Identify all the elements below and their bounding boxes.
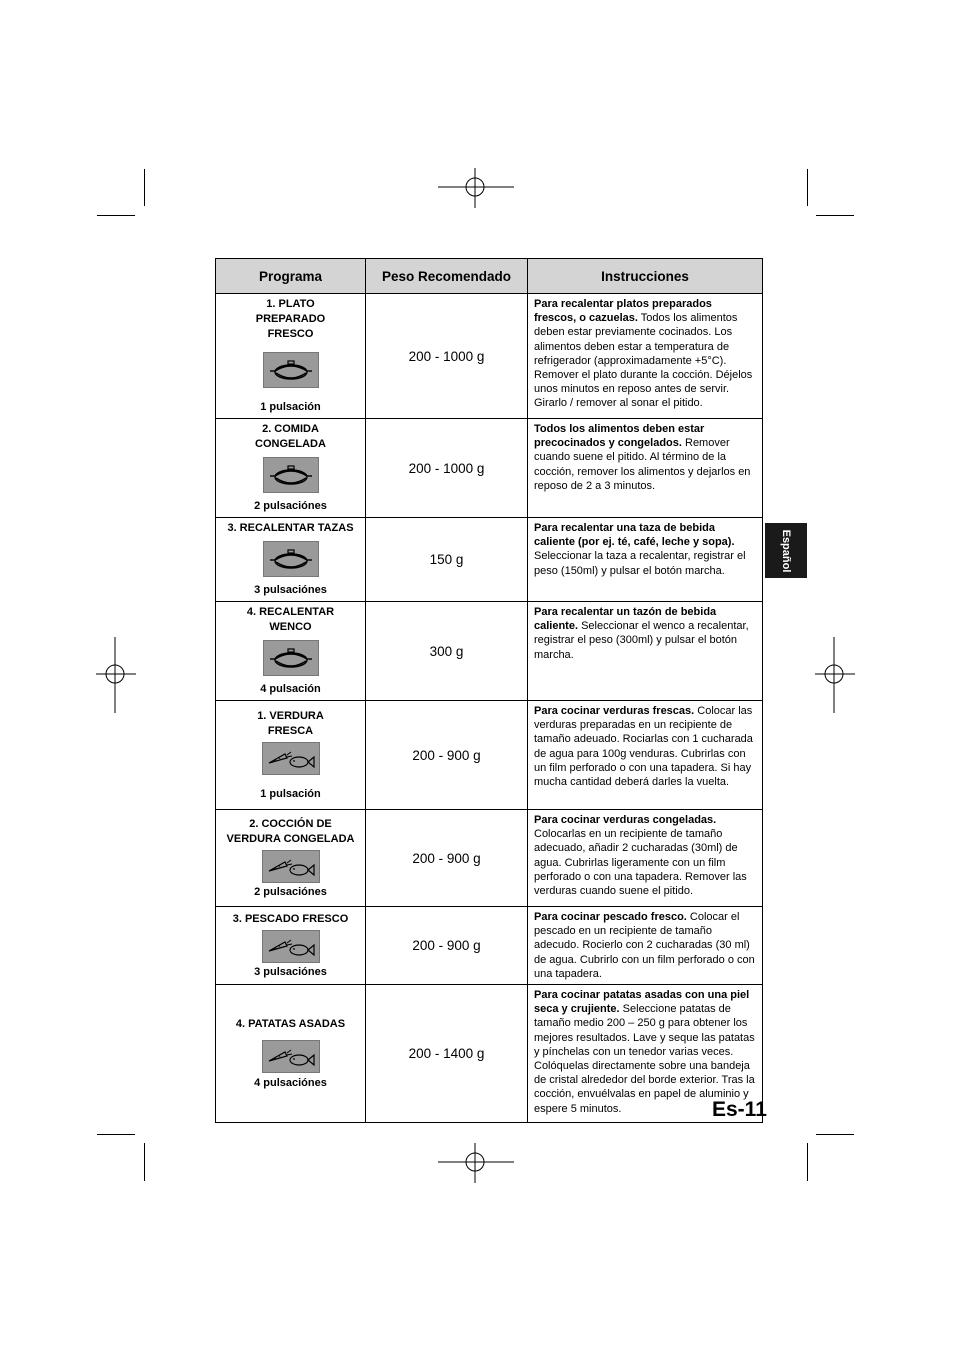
program-cell — [216, 810, 366, 907]
instruction-cell — [528, 907, 763, 985]
instruction-lead: Para recalentar un tazón de bebida caliente. — [534, 606, 717, 633]
casserole-icon — [263, 457, 319, 493]
program-cell — [216, 602, 366, 701]
casserole-icon — [263, 640, 319, 676]
instruction-text: Seleccione patatas de tamaño medio 200 – 250 g para obtener los mejores resultados. Lave y seque las patatas y pínchelas con un tenedor varias veces. Colóquelas directamente sobre una bandeja de cristal alrededor del borde exterior. Tras la cocción, envuélvalas en papel de aluminio y espere 5 minutos. — [534, 1003, 755, 1115]
weight-cell: 150 g — [366, 518, 528, 602]
vegetable-fish-icon — [262, 1040, 320, 1073]
crop-mark — [807, 169, 808, 206]
program-cell — [216, 294, 366, 419]
instruction-lead: Para recalentar platos preparados frescos, o cazuelas. — [534, 298, 712, 325]
table-header-row — [216, 259, 763, 294]
program-name: 4. RECALENTAR WENCO — [246, 606, 335, 633]
crop-mark — [144, 1143, 145, 1181]
weight-cell: 200 - 1400 g — [366, 985, 528, 1123]
program-cell — [216, 419, 366, 518]
program-cell — [216, 701, 366, 810]
press-count: 2 pulsaciónes — [254, 885, 327, 898]
table-row — [216, 810, 763, 907]
program-cell — [216, 518, 366, 602]
instruction-cell — [528, 810, 763, 907]
registration-mark-icon — [78, 637, 154, 713]
table-row — [216, 985, 763, 1123]
program-name: 2. COCCIÓN DE VERDURA CONGELADA — [226, 817, 355, 845]
instruction-lead: Para cocinar pescado fresco. — [534, 911, 687, 923]
crop-mark — [144, 169, 145, 206]
weight-cell: 200 - 900 g — [366, 907, 528, 985]
vegetable-fish-icon — [262, 850, 320, 883]
table-row — [216, 518, 763, 602]
instruction-text: Seleccionar la taza a recalentar, registrar el peso (150ml) y pulsar el botón marcha. — [534, 550, 746, 577]
registration-mark-icon — [438, 1125, 514, 1201]
registration-mark-icon — [438, 150, 514, 226]
crop-mark — [97, 215, 135, 216]
instruction-text: Colocar las verduras preparadas en un recipiente de tamaño adeuado. Rociarlas con 1 cucharada de agua para 100g venduras. Cubrirlas con un film perforado o con una tapadera. Si hay mucha cantidad deberá darles la vuelta. — [534, 705, 753, 789]
weight-cell: 200 - 1000 g — [366, 294, 528, 419]
crop-mark — [807, 1143, 808, 1181]
program-name: 3. PESCADO FRESCO — [232, 912, 349, 925]
header-peso: Peso Recomendado — [366, 259, 528, 294]
instruction-lead: Para recalentar una taza de bebida caliente (por ej. té, café, leche y sopa). — [534, 522, 735, 549]
weight-cell: 200 - 1000 g — [366, 419, 528, 518]
press-count: 4 pulsaciónes — [254, 1076, 327, 1089]
weight-cell: 200 - 900 g — [366, 810, 528, 907]
crop-mark — [97, 1134, 135, 1135]
instruction-text: Seleccionar el wenco a recalentar, registrar el peso (300ml) y pulsar el botón marcha. — [534, 620, 749, 661]
instruction-cell — [528, 602, 763, 701]
casserole-icon — [263, 352, 319, 388]
weight-cell: 300 g — [366, 602, 528, 701]
press-count: 1 pulsación — [260, 787, 321, 800]
press-count: 4 pulsación — [260, 683, 321, 695]
vegetable-fish-icon — [262, 742, 320, 775]
press-count: 2 pulsaciónes — [254, 500, 327, 512]
language-tab-label: Español — [780, 529, 792, 572]
instruction-cell — [528, 419, 763, 518]
instruction-lead: Para cocinar patatas asadas con una piel seca y crujiente. — [534, 989, 750, 1016]
instruction-cell — [528, 701, 763, 810]
instruction-lead: Para cocinar verduras frescas. — [534, 705, 695, 717]
program-name: 2. COMIDA CONGELADA — [255, 423, 326, 450]
casserole-icon — [263, 541, 319, 577]
instruction-cell — [528, 294, 763, 419]
program-cell — [216, 907, 366, 985]
table-row — [216, 294, 763, 419]
instruction-cell — [528, 518, 763, 602]
instruction-lead: Todos los alimentos deben estar precocinados y congelados. — [534, 423, 705, 450]
crop-mark — [816, 215, 854, 216]
program-name: 1. PLATO PREPARADO FRESCO — [255, 298, 326, 340]
language-tab — [765, 523, 807, 578]
instruction-lead: Para cocinar verduras congeladas. — [534, 814, 717, 826]
instruction-text: Colocarlas en un recipiente de tamaño adecuado, añadir 2 cucharadas (30ml) de agua. Cubrirlas ligeramente con un film perforado o con una tapadera. Remover las verduras cuando suene el pitido. — [534, 828, 747, 898]
program-name: 4. PATATAS ASADAS — [235, 1017, 346, 1030]
vegetable-fish-icon — [262, 930, 320, 963]
table-row — [216, 419, 763, 518]
registration-mark-icon — [797, 637, 873, 713]
instruction-text: Remover cuando suene el pitido. Al término de la cocción, remover los alimentos y dejarlos en reposo de 2 a 3 minutos. — [534, 437, 751, 492]
weight-cell: 200 - 900 g — [366, 701, 528, 810]
instruction-text: Colocar el pescado en un recipiente de tamaño adecudo. Rocierlo con 2 cucharadas (30 ml) de agua. Cubrirlo con un film perforado o con una tapadera. — [534, 911, 755, 980]
header-instrucciones: Instrucciones — [528, 259, 763, 294]
program-name: 3. RECALENTAR TAZAS — [227, 522, 354, 534]
press-count: 3 pulsaciónes — [254, 584, 327, 596]
header-programa: Programa — [216, 259, 366, 294]
program-name: 1. VERDURA FRESCA — [257, 709, 324, 737]
table-row — [216, 701, 763, 810]
table-row — [216, 602, 763, 701]
press-count: 1 pulsación — [260, 401, 321, 413]
table-row — [216, 907, 763, 985]
page-number: Es-11 — [712, 1098, 767, 1121]
program-cell — [216, 985, 366, 1123]
press-count: 3 pulsaciónes — [254, 965, 327, 978]
instruction-text: Todos los alimentos deben estar previamente cocinados. Los alimentos deben estar a temperatura de refrigerador (approximadamente +5°C). Remover el plato durante la cocción. Déjelos unos minutos en reposo antes de servir. Girarlo / remover al sonar el pitido. — [534, 312, 753, 410]
program-table — [215, 258, 763, 1123]
crop-mark — [816, 1134, 854, 1135]
